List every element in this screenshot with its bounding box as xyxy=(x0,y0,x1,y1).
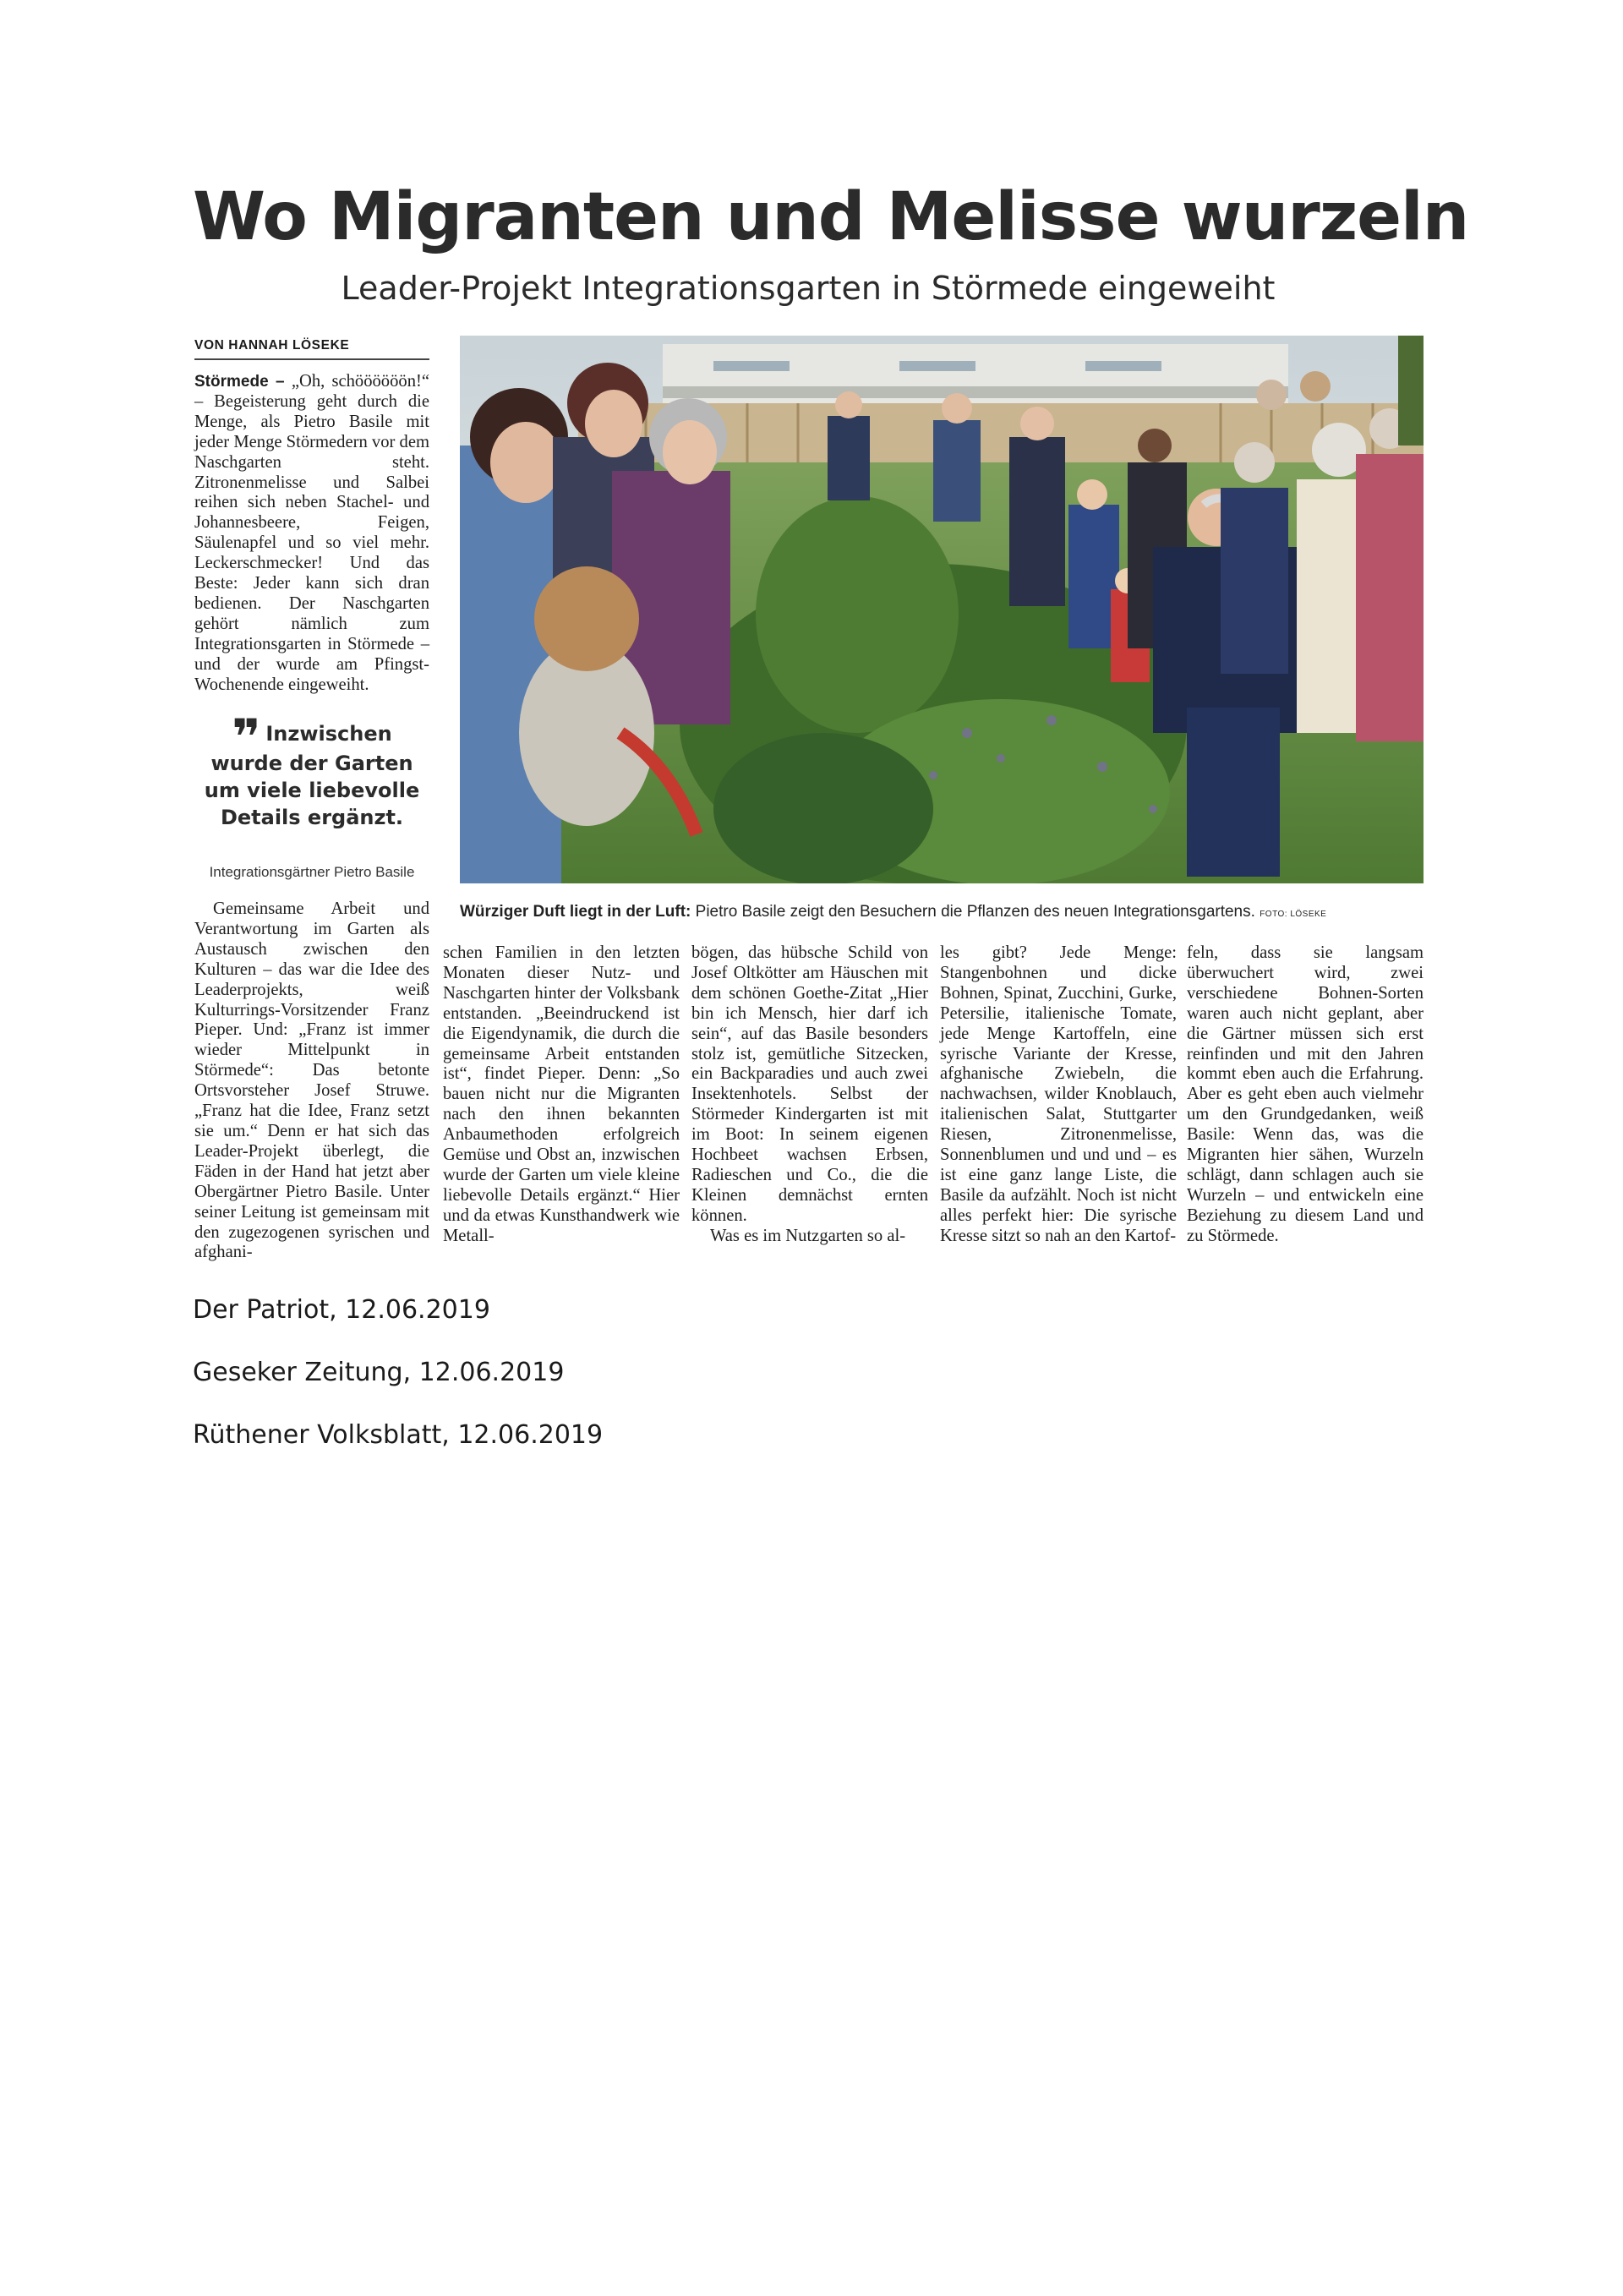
body-text: Was es im Nutzgarten so al- xyxy=(710,1226,906,1245)
caption-text: Pietro Basile zeigt den Besuchern die Pflanzen des neuen Integrationsgartens. xyxy=(695,903,1255,921)
body-column-5 xyxy=(1187,943,1424,1247)
body-column-1 xyxy=(194,899,429,1263)
body-text: schen Familien in den letzten Monaten dieser Nutz- und Naschgarten hinter der Volksbank entstanden. „Beeindruckend ist die Eigendynamik, die durch die gemeinsame Arbeit entstanden ist“, findet Pieper. Denn: „So bauen nicht nur die Migranten nach den ihnen bekannten Anbaumethoden erfolgreich Gemüse und Obst an, inzwischen wurde der Garten um viele kleine liebevolle Details ergänzt.“ Hier und da etwas Kunsthandwerk wie Metall- xyxy=(443,943,680,1245)
body-column-3 xyxy=(691,943,928,1247)
newspaper-clipping xyxy=(193,172,1469,1271)
article-photo xyxy=(460,336,1424,883)
lead-paragraph xyxy=(194,372,429,696)
body-column-4 xyxy=(940,943,1177,1247)
body-text: bögen, das hübsche Schild von Josef Oltkötter am Häuschen mit dem schönen Goethe-Zitat „Hier bin ich Mensch, hier darf ich sein“, auf das Basile besonders stolz ist, gemütliche Sitzecken, ein Backparadies und auch zwei Insektenhotels. Selbst der Störmeder Kindergarten ist mit im Boot: In seinem eigenen Hochbeet wachsen Erbsen, Radieschen und Co., die die Kleinen demnächst ernten können. xyxy=(691,943,928,1225)
caption-title: Würziger Duft liegt in der Luft: xyxy=(460,903,691,921)
source-line: Rüthener Volksblatt, 12.06.2019 xyxy=(193,1420,604,1450)
photo-caption xyxy=(460,903,1424,921)
pull-quote xyxy=(194,708,429,831)
lead-text: „Oh, schöööööön!“ – Begeisterung geht durch die Menge, als Pietro Basile mit jeder Menge Störmedern vor dem Naschgarten steht. Zitronenmelisse und Salbei reihen sich neben Stachel- und Johannesbeere, Feigen, Säulenapfel und so viel mehr. Leckerschmecker! Und das Beste: Jeder kann sich dran bedienen. Der Naschgarten gehört nämlich zum Integrationsgarten in Störmede – und der wurde am Pfingst-Wochenende eingeweiht. xyxy=(194,372,429,694)
lead-dateline: Störmede – xyxy=(194,373,292,391)
pull-quote-source: Integrationsgärtner Pietro Basile xyxy=(209,864,415,880)
pull-quote-text: Inzwischen wurde der Garten um viele liebevolle Details ergänzt. xyxy=(204,722,420,829)
subheadline: Leader-Projekt Integrationsgarten in Störmede eingeweiht xyxy=(341,270,1276,307)
body-text: feln, dass sie langsam überwuchert wird, zwei verschiedene Bohnen-Sorten waren auch nicht geplant, aber die Gärtner müssen sich erst reinfinden und mit den Jahren kommt eben auch die Erfahrung. Aber es geht eben auch vielmehr um den Grundgedanken, weiß Basile: Wenn das, was die Migranten hier sähen, Wurzeln schlägt, dann schlagen auch sie Wurzeln – und entwickeln eine Beziehung zu diesem Land und zu Störmede. xyxy=(1187,943,1424,1245)
photo-credit: FOTO: LÖSEKE xyxy=(1260,910,1327,919)
source-line: Geseker Zeitung, 12.06.2019 xyxy=(193,1358,565,1387)
garden-visitors-photo xyxy=(460,336,1424,883)
body-text: les gibt? Jede Menge: Stangenbohnen und dicke Bohnen, Spinat, Zucchini, Gurke, Petersilie, italienische Tomate, jede Menge Kartoffeln, eine syrische Variante der Kresse, afghanische Zwiebeln, die nachwachsen, wilder Knoblauch, italienischen Salat, Stuttgarter Riesen, Zitronenmelisse, Sonnenblumen und und und – es ist eine ganz lange Liste, die Basile da aufzählt. Noch ist nicht alles perfekt hier: Die syrische Kresse sitzt so nah an den Kartof- xyxy=(940,943,1177,1245)
byline: VON HANNAH LÖSEKE xyxy=(194,338,429,360)
headline: Wo Migranten und Melisse wurzeln xyxy=(193,179,1469,255)
source-line: Der Patriot, 12.06.2019 xyxy=(193,1295,490,1325)
body-column-2 xyxy=(443,943,680,1247)
source-list xyxy=(193,1293,603,1481)
quote-mark-icon: ❞ xyxy=(232,708,261,766)
body-text: Gemeinsame Arbeit und Verantwortung im Garten als Austausch zwischen den Kulturen – das war die Idee des Leaderprojekts, weiß Kulturrings-Vorsitzender Franz Pieper. Und: „Franz ist immer wieder Mittelpunkt in Störmede“: Das betonte Ortsvorsteher Josef Struwe. „Franz hat die Idee, Franz setzt sie um.“ Denn er hat sich das Leader-Projekt überlegt, die Fäden in der Hand hat jetzt aber Obergärtner Pietro Basile. Unter seiner Leitung ist gemeinsam mit den zugezogenen syrischen und afghani- xyxy=(194,899,429,1262)
